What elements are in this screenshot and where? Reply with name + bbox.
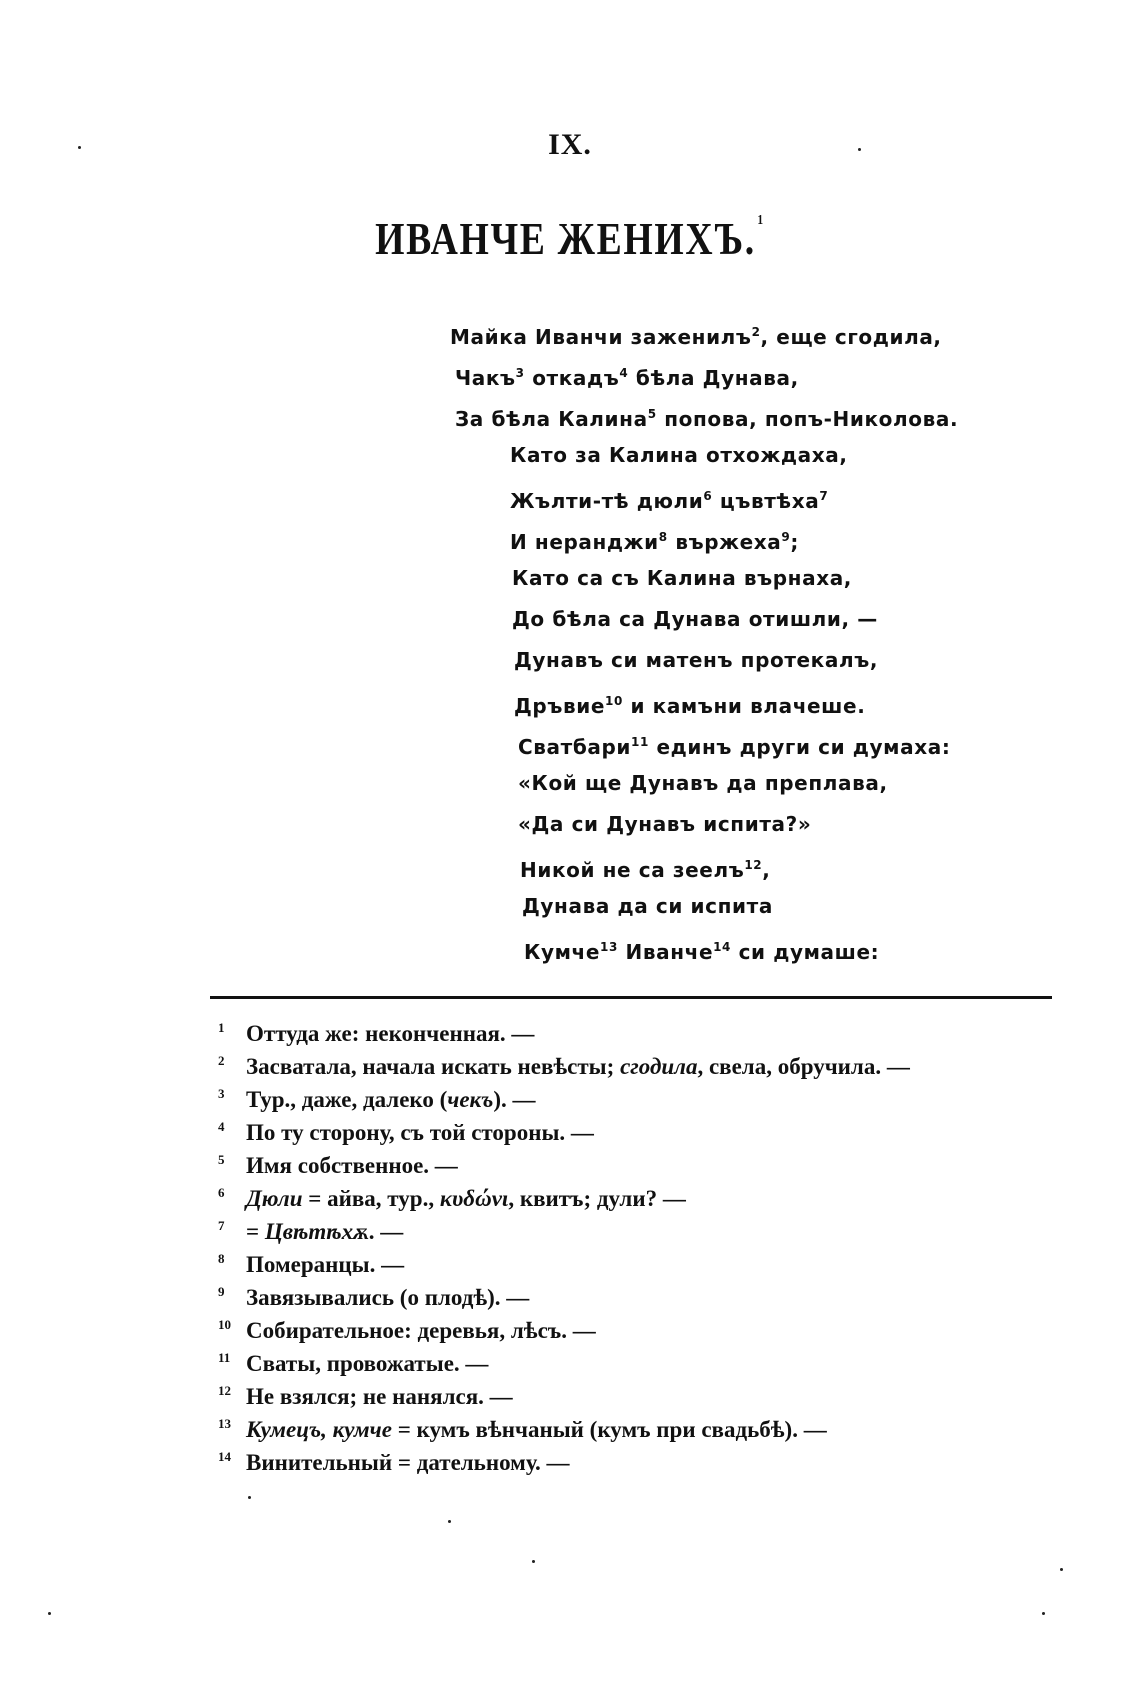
chapter-number: IX. — [548, 128, 592, 161]
italic-text: Дюли — [246, 1186, 303, 1211]
footnote-item — [218, 1046, 1048, 1079]
text-segment: Сватбари — [518, 735, 632, 759]
poem-line — [524, 935, 879, 964]
footnote-ref: 10 — [605, 694, 623, 708]
footnote-number: 13 — [218, 1416, 231, 1431]
text-segment: и камъни влачеше. — [622, 694, 866, 718]
italic-text: κυδώνι — [439, 1186, 509, 1211]
poem-line — [522, 894, 773, 918]
poem-line — [510, 484, 828, 513]
scan-speck — [532, 1560, 535, 1563]
poem-line — [455, 361, 799, 390]
footnote-ref: 9 — [781, 530, 791, 544]
poem-title-text: ИВАНЧЕ ЖЕНИХЪ. — [375, 213, 756, 264]
italic-text: сгодила — [620, 1054, 698, 1079]
footnote-item — [218, 1277, 1048, 1310]
text-segment: Дръвие — [514, 694, 605, 718]
scan-speck — [248, 1496, 251, 1499]
scan-speck — [1042, 1612, 1045, 1615]
footnote-number: 9 — [218, 1284, 225, 1299]
text-segment: , свела, обручила. — — [697, 1054, 910, 1079]
text-segment: Завязывались (о плодѣ). — — [246, 1285, 530, 1310]
poem-line — [510, 525, 799, 554]
footnote-item — [218, 1013, 1048, 1046]
poem-line — [455, 402, 958, 431]
footnote-number: 8 — [218, 1251, 225, 1266]
poem-line — [512, 566, 852, 590]
footnote-ref: 6 — [703, 489, 713, 503]
italic-text: Цвѣтѣхѫ — [264, 1219, 369, 1244]
text-segment: . — — [368, 1219, 404, 1244]
footnote-number: 14 — [218, 1449, 231, 1464]
text-segment: По ту сторону, съ той стороны. — — [246, 1120, 594, 1145]
scan-speck — [448, 1520, 451, 1523]
poem-line — [518, 812, 811, 836]
text-segment: Като са съ Калина върнаха, — [512, 566, 852, 590]
footnote-ref: 8 — [658, 530, 668, 544]
text-segment: Сваты, провожатые. — — [246, 1351, 489, 1376]
footnote-number: 3 — [218, 1086, 225, 1101]
text-segment: «Да си Дунавъ испита?» — [518, 812, 812, 836]
text-segment: Имя собственное. — — [246, 1153, 458, 1178]
text-segment: = — [246, 1219, 265, 1244]
poem-line — [520, 853, 770, 882]
text-segment: попова, попъ-Николова. — [656, 407, 959, 431]
text-segment: си думаше: — [731, 940, 880, 964]
text-segment: единъ други си думаха: — [648, 735, 951, 759]
footnote-number: 6 — [218, 1185, 225, 1200]
scan-speck — [78, 146, 81, 149]
footnote-item — [218, 1409, 1048, 1442]
text-segment: = кумъ вѣнчаный (кумъ при свадьбѣ). — — [391, 1417, 827, 1442]
footnote-item — [218, 1310, 1048, 1343]
text-segment: «Кой ще Дунавъ да преплава, — [518, 771, 888, 795]
scan-speck — [48, 1612, 51, 1615]
poem-line — [518, 771, 888, 795]
footnote-item — [218, 1145, 1048, 1178]
footnote-item — [218, 1343, 1048, 1376]
footnote-item — [218, 1178, 1048, 1211]
footnote-ref: 3 — [515, 366, 525, 380]
footnote-ref: 5 — [647, 407, 657, 421]
title-footnote-ref: 1 — [757, 213, 765, 228]
text-segment: Собирательное: деревья, лѣсъ. — — [246, 1318, 596, 1343]
text-segment: Кумче — [524, 940, 601, 964]
footnote-divider — [210, 996, 1052, 999]
footnote-number: 2 — [218, 1053, 225, 1068]
text-segment: Дунавъ си матенъ протекалъ, — [514, 648, 879, 672]
text-segment: Винительный = дательному. — — [246, 1450, 570, 1475]
italic-text: чекъ — [447, 1087, 494, 1112]
footnote-ref: 14 — [713, 940, 732, 954]
footnote-ref: 7 — [819, 489, 829, 503]
scan-speck — [858, 148, 861, 151]
footnote-ref: 13 — [600, 940, 618, 954]
footnote-ref: 2 — [751, 325, 761, 339]
footnote-item — [218, 1112, 1048, 1145]
text-segment: Засватала, начала искать невѣсты; — [246, 1054, 621, 1079]
text-segment: Чакъ — [455, 366, 516, 390]
poem-line — [514, 648, 878, 672]
footnote-number: 12 — [218, 1383, 231, 1398]
footnote-number: 10 — [218, 1317, 231, 1332]
poem-title — [103, 212, 1038, 265]
footnote-number: 7 — [218, 1218, 225, 1233]
text-segment: , квитъ; дули? — — [508, 1186, 686, 1211]
poem-line — [518, 730, 950, 759]
footnote-item — [218, 1211, 1048, 1244]
text-segment: Дунава да си испита — [522, 894, 773, 918]
text-segment: = айва, тур., — [302, 1186, 440, 1211]
footnote-item — [218, 1442, 1048, 1475]
footnote-number: 11 — [218, 1350, 231, 1365]
footnote-number: 1 — [218, 1020, 225, 1035]
text-segment: Померанцы. — — [246, 1252, 405, 1277]
footnote-number: 4 — [218, 1119, 225, 1134]
text-segment: ; — [790, 530, 799, 554]
footnote-item — [218, 1376, 1048, 1409]
text-segment: вържеха — [667, 530, 782, 554]
text-segment: Тур., даже, далеко ( — [246, 1087, 448, 1112]
text-segment: Оттуда же: неконченная. — — [246, 1021, 535, 1046]
footnote-ref: 11 — [631, 735, 649, 749]
scan-speck — [1060, 1568, 1063, 1571]
footnote-number: 5 — [218, 1152, 225, 1167]
text-segment: Никой не са зеелъ — [520, 858, 745, 882]
footnote-ref: 4 — [619, 366, 629, 380]
text-segment: Майка Иванчи заженилъ — [450, 325, 752, 349]
text-segment: , — [762, 858, 771, 882]
text-segment: Като за Калина отхождаха, — [510, 443, 848, 467]
poem-line — [514, 689, 865, 718]
text-segment: До бѣла са Дунава отишли, — — [512, 607, 878, 631]
text-segment: За бѣла Калина — [455, 407, 648, 431]
poem-line — [512, 607, 878, 631]
text-segment: И неранджи — [510, 530, 659, 554]
poem-line — [450, 320, 942, 349]
text-segment: Иванче — [617, 940, 714, 964]
footnote-ref: 12 — [744, 858, 763, 872]
text-segment: цъвтѣха — [712, 489, 820, 513]
text-segment: Не взялся; не нанялся. — — [246, 1384, 513, 1409]
footnote-item — [218, 1244, 1048, 1277]
footnotes — [218, 1013, 1048, 1475]
text-segment: , еще сгодила, — [760, 325, 942, 349]
italic-text: Кумецъ, кумче — [246, 1417, 392, 1442]
footnote-item — [218, 1079, 1048, 1112]
text-segment: откадъ — [524, 366, 620, 390]
poem-line — [510, 443, 848, 467]
text-segment: бѣла Дунава, — [628, 366, 799, 390]
text-segment: Жълти-тѣ дюли — [510, 489, 704, 513]
text-segment: ). — — [493, 1087, 536, 1112]
